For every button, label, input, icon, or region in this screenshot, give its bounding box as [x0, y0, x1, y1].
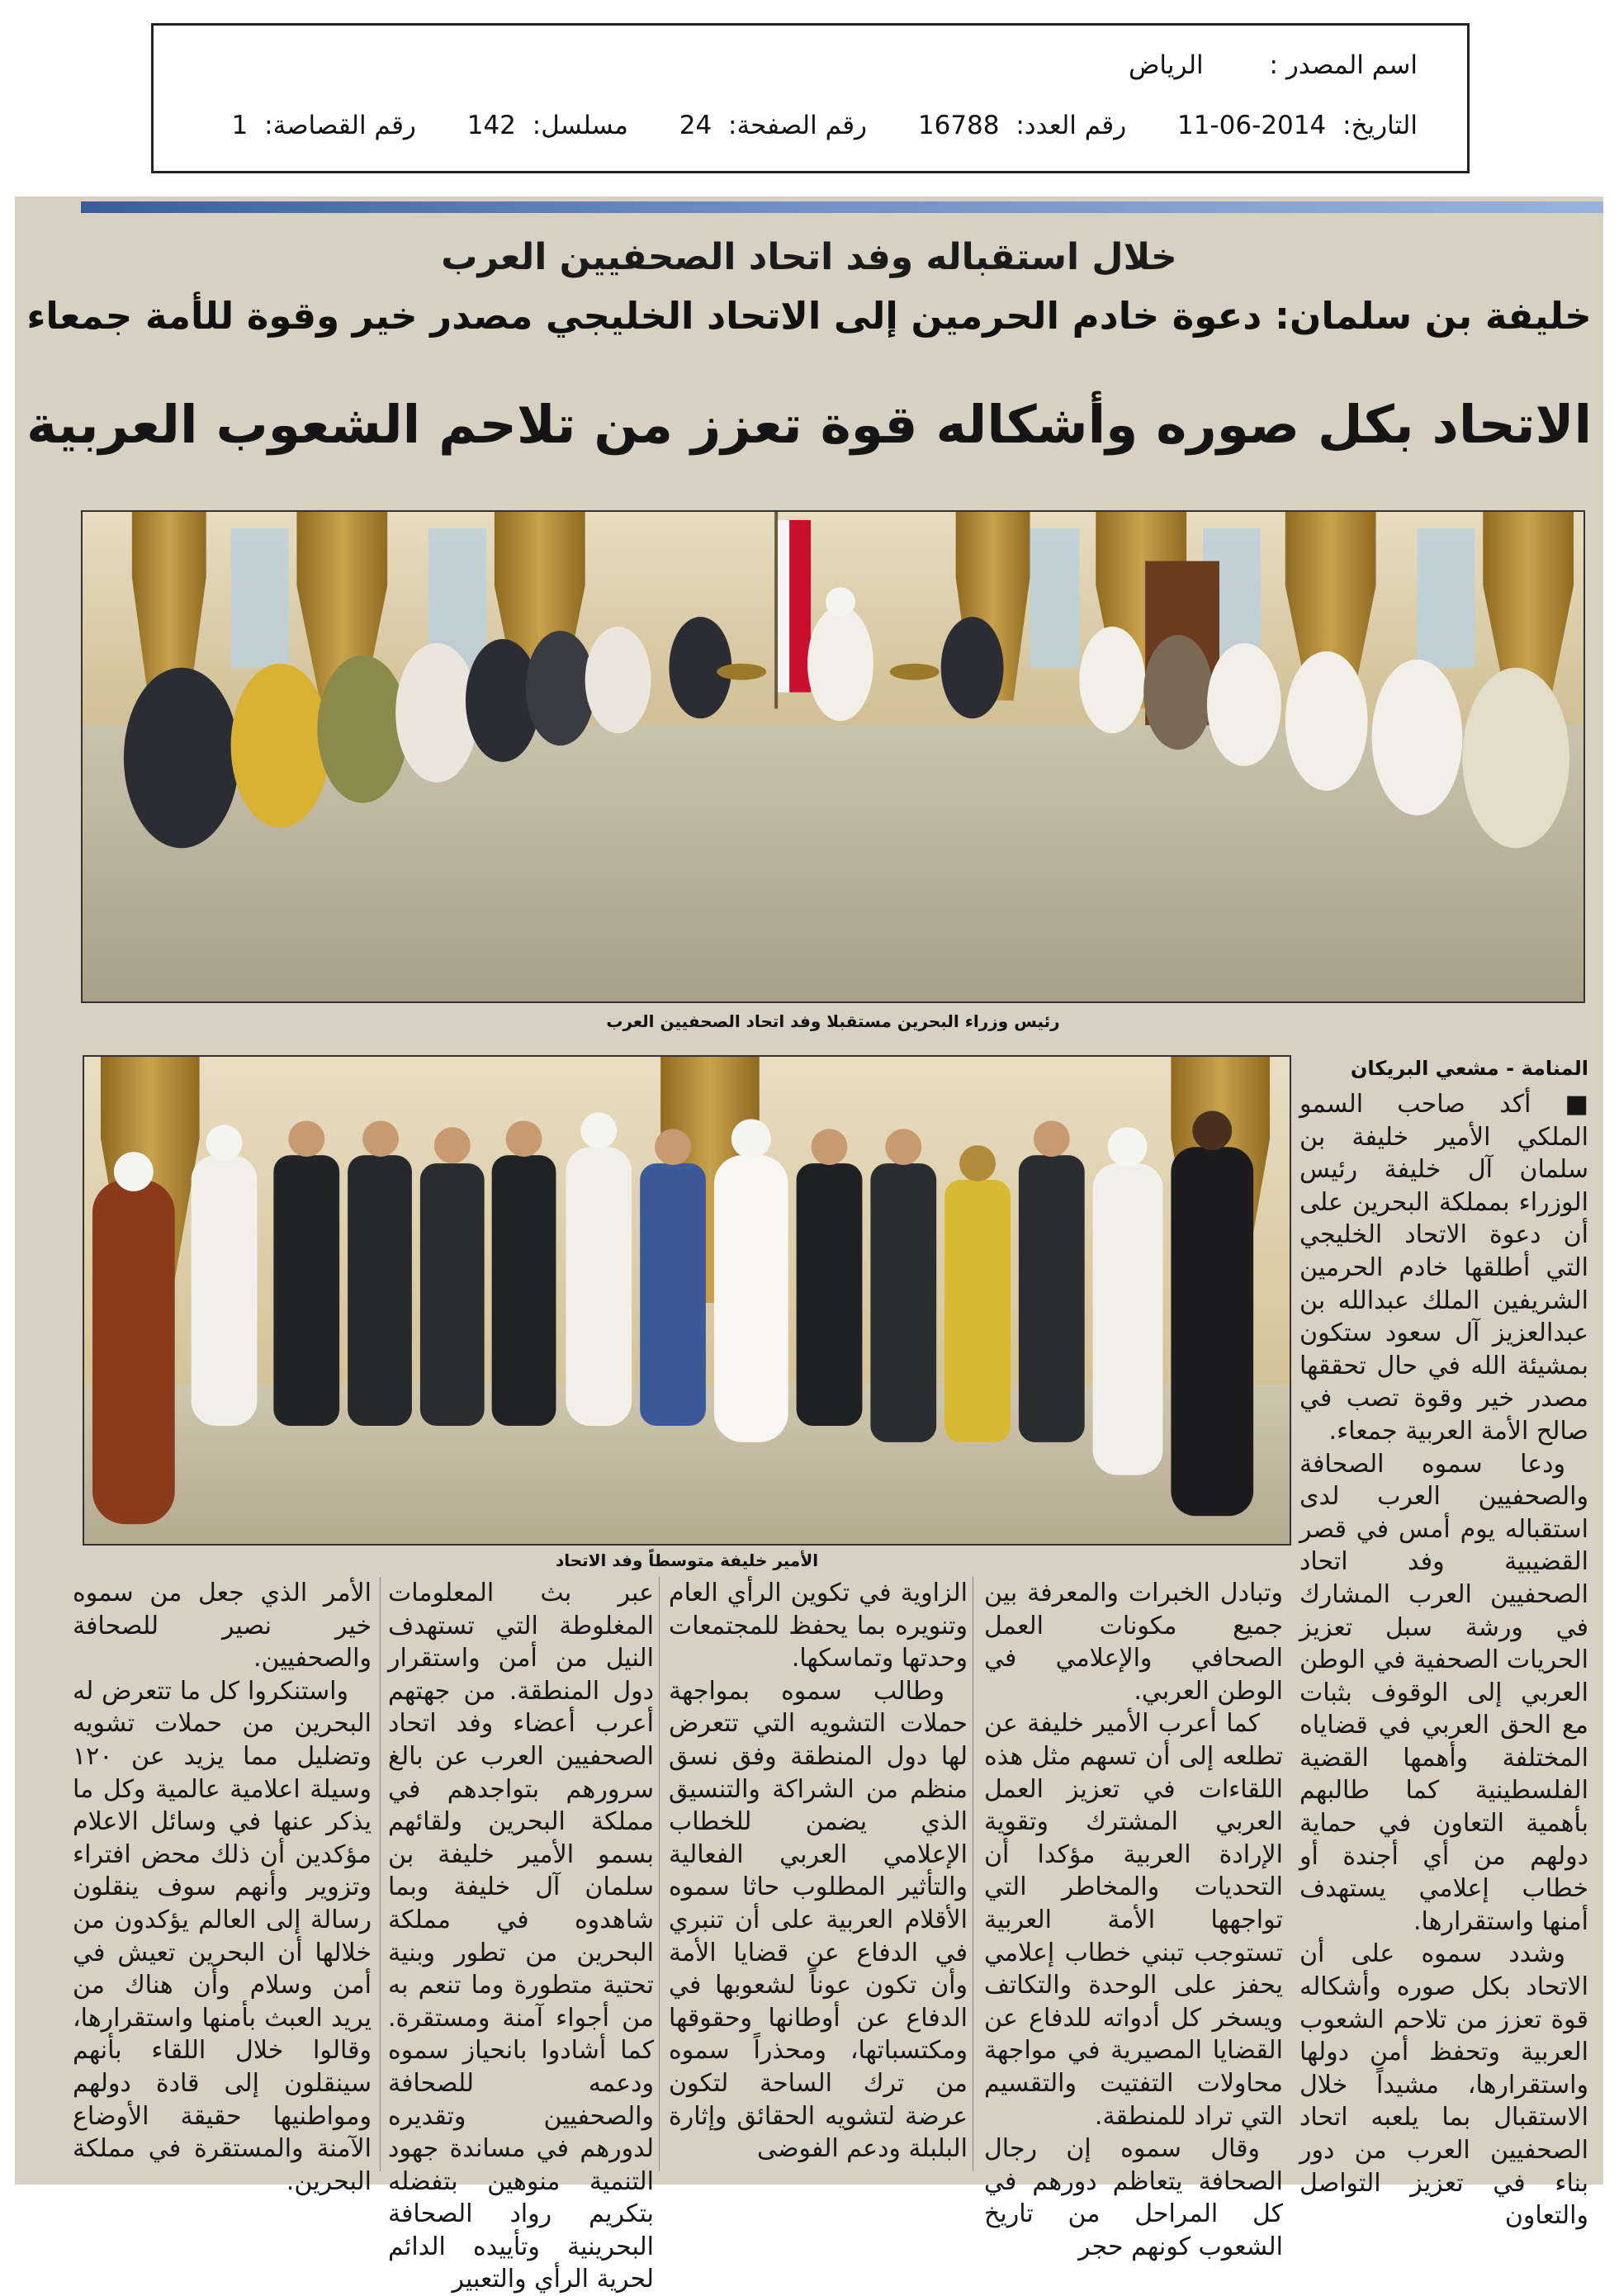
page-label: رقم الصفحة:	[728, 111, 868, 140]
paragraph: كما أعرب الأمير خليفة عن تطلعه إلى أن تسهم مثل هذه اللقاءات في تعزيز العمل العربي المشترك وتقوية الإرادة العربية مؤكدا أن التحديات والمخاطر التي تواجهها الأمة العربية تستوجب تبني خطاب إعلامي يحفز على الوحدة والتكاتف ويسخر كل أدواته للدفاع عن القضايا المصيرية في مواجهة محاولات التفتيت والتقسيم التي تراد للمنطقة.	[984, 1709, 1283, 2131]
meeting-photo	[81, 510, 1585, 1003]
article-column-2	[984, 1577, 1283, 2261]
meeting-photo-image	[83, 512, 1583, 1001]
date-value: 2014-06-11	[1177, 111, 1327, 140]
column-divider	[659, 1577, 660, 2171]
meeting-photo-caption: رئيس وزراء البحرين مستقبلا وفد اتحاد الصحفيين العرب	[606, 1011, 1060, 1031]
paragraph: الأمر الذي جعل من سموه خير نصير للصحافة والصحفيين.	[73, 1579, 372, 1673]
page-value: 24	[679, 111, 712, 140]
source-label: اسم المصدر :	[1269, 50, 1418, 80]
article-column-5	[73, 1577, 372, 2196]
article-byline: المنامة - مشعي البريكان	[1350, 1057, 1588, 1080]
date-field	[1177, 111, 1418, 140]
paragraph: وشدد سموه على أن الاتحاد بكل صوره وأشكاله قوة تعزز من تلاحم الشعوب العربية وتحفظ أمن دولها واستقرارها، مشيداً خلال الاستقبال بما يلعبه اتحاد الصحفيين العرب من دور بناء في تعزيز التواصل والتعاون	[1299, 1939, 1588, 2231]
serial-label: مسلسل:	[532, 111, 628, 140]
group-photo-caption: الأمير خليفة متوسطاً وفد الاتحاد	[555, 1550, 819, 1570]
source-info-box	[151, 23, 1470, 173]
paragraph: واستنكروا كل ما تتعرض له البحرين من حملات تشويه وتضليل مما يزيد عن ١٢٠ وسيلة اعلامية عالمية وكل ما يذكر عنها في وسائل الاعلام مؤكدين أن ذلك محض افتراء وتزوير وأنهم سوف ينقلون رسالة إلى العالم يؤكدون من خلالها أن البحرين تعيش في أمن وسلام وأن هناك من يريد العبث بأمنها واستقرارها، وقالوا خلال اللقاء بأنهم سينقلون إلى قادة دولهم ومواطنيها حقيقة الأوضاع الآمنة والمستقرة في مملكة البحرين.	[73, 1676, 372, 2196]
issue-label: رقم العدد:	[1015, 111, 1127, 140]
newspaper-clipping	[15, 196, 1603, 2294]
source-name	[1129, 50, 1418, 80]
paragraph: وطالب سموه بمواجهة حملات التشويه التي تتعرض لها دول المنطقة وفق نسق منظم من الشراكة والتنسيق الذي يضمن للخطاب الإعلامي العربي الفعالية والتأثير المطلوب حاثا سموه الأقلام العربية على أن تنبري في الدفاع عن قضايا الأمة وأن تكون عوناً لشعوبها في الدفاع عن أوطانها وحقوقها ومكتسباتها، ومحذراً سموه من ترك الساحة لتكون عرضة لتشويه الحقائق وإثارة البلبلة ودعم الفوضى	[669, 1676, 968, 2164]
serial-value: 142	[466, 111, 516, 140]
paragraph: ودعا سموه الصحافة والصحفيين العرب لدى استقباله يوم أمس في قصر القضيبية وفد اتحاد الصحفيين العرب المشارك في ورشة سبل تعزيز الحريات الصحفية في الوطن العربي إلى الوقوف بثبات مع الحق العربي في قضاياه المختلفة وأهمها القضية الفلسطينية كما طالبهم بأهمية التعاون في حماية دولهم من أي أجندة أو خطاب إعلامي يستهدف أمنها واستقرارها.	[1299, 1449, 1588, 1936]
serial-field	[467, 111, 628, 140]
clip-value: 1	[231, 111, 249, 140]
clip-label: رقم القصاصة:	[264, 111, 416, 140]
article-column-3	[669, 1577, 968, 2178]
date-label: التاريخ:	[1342, 111, 1418, 140]
header-rule	[81, 201, 1603, 213]
source-value: الرياض	[1128, 50, 1204, 80]
column-divider	[380, 1577, 381, 2171]
article-kicker: خلال استقباله وفد اتحاد الصحفيين العرب	[441, 236, 1177, 278]
meta-row	[189, 111, 1418, 140]
paragraph: ■ أكد صاحب السمو الملكي الأمير خليفة بن سلمان آل خليفة رئيس الوزراء بمملكة البحرين على أن دعوة الاتحاد الخليجي التي أطلقها خادم الحرمين الشريفين الملك عبدالله بن عبدالعزيز آل سعود ستكون بمشيئة الله في حال تحققها مصدر خير وقوة تصب في صالح الأمة العربية جمعاء.	[1299, 1090, 1588, 1446]
paragraph: الزاوية في تكوين الرأي العام وتنويره بما يحفظ للمجتمعات وحدتها وتماسكها.	[669, 1579, 968, 1673]
issue-value: 16788	[917, 111, 1000, 140]
group-photo-image	[84, 1057, 1290, 1544]
paragraph: وقال سموه إن رجال الصحافة يتعاظم دورهم في كل المراحل من تاريخ الشعوب كونهم حجر	[984, 2134, 1283, 2261]
page-field	[679, 111, 867, 140]
article-column-1	[1299, 1088, 1588, 2231]
bahrain-flag	[774, 512, 811, 708]
article-subheadline: الاتحاد بكل صوره وأشكاله قوة تعزز من تلاحم الشعوب العربية	[26, 395, 1593, 455]
group-photo	[83, 1055, 1291, 1546]
article-column-4	[388, 1577, 654, 2294]
paragraph: وتبادل الخبرات والمعرفة بين جميع مكونات العمل الصحافي والإعلامي في الوطن العربي.	[984, 1579, 1283, 1706]
article-headline: خليفة بن سلمان: دعوة خادم الحرمين إلى الاتحاد الخليجي مصدر خير وقوة للأمة جمعاء	[26, 294, 1592, 338]
issue-field	[918, 111, 1126, 140]
clip-field	[232, 111, 416, 140]
paragraph: عبر بث المعلومات المغلوطة التي تستهدف النيل من أمن واستقرار دول المنطقة. من جهتهم أعرب أعضاء وفد اتحاد الصحفيين العرب عن بالغ سرورهم بتواجدهم في مملكة البحرين ولقائهم بسمو الأمير خليفة بن سلمان آل خليفة وبما شاهدوه في مملكة البحرين من تطور وبنية تحتية متطورة وما تنعم به من أجواء آمنة ومستقرة. كما أشادوا بانحياز سموه ودعمه للصحافة والصحفيين وتقديره لدورهم في مساندة جهود التنمية منوهين بتفضله بتكريم رواد الصحافة البحرينية وتأييده الدائم لحرية الرأي والتعبير	[388, 1579, 654, 2294]
source-row	[1086, 50, 1418, 80]
